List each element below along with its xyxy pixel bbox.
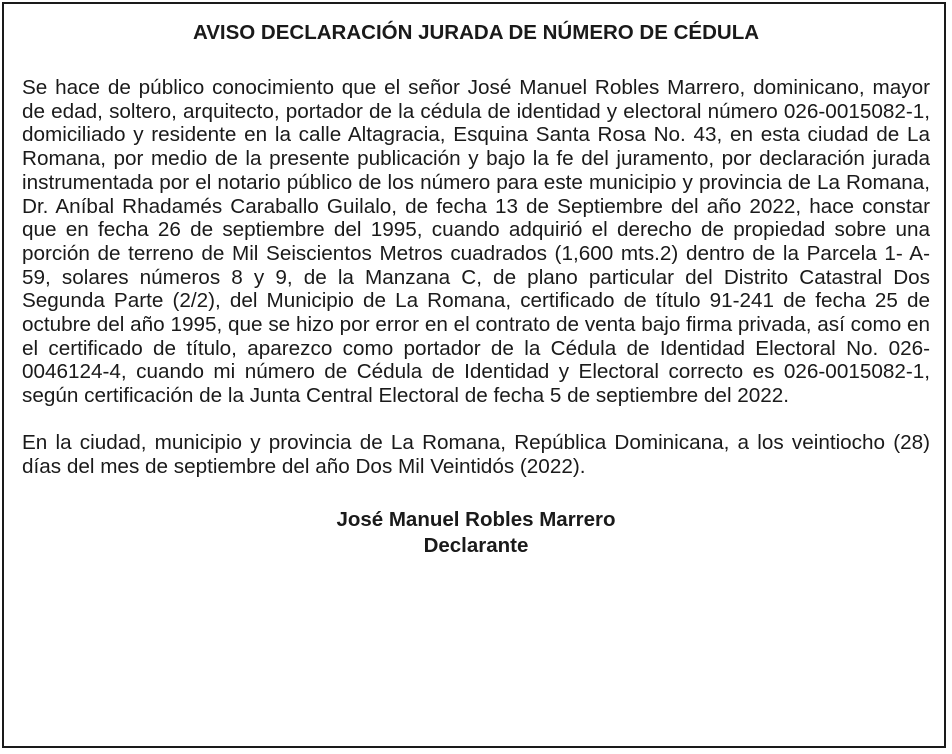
notice-body-paragraph: Se hace de público conocimiento que el señor José Manuel Robles Marrero, dominicano, mayor de edad, soltero, arquitecto, portador de la cédula de identidad y electoral número 026-0015082-1, domiciliado y residente en la calle Altagracia, Esquina Santa Rosa No. 43, en esta ciudad de La Romana, por medio de la presente publicación y bajo la fe del juramento, por declaración jurada instrumentada por el notario público de los número para este municipio y provincia de La Romana, Dr. Aníbal Rhadamés Caraballo Guilalo, de fecha 13 de Septiembre del año 2022, hace constar que en fecha 26 de septiembre del 1995, cuando adquirió el derecho de propiedad sobre una porción de terreno de Mil Seiscientos Metros cuadrados (1,600 mts.2) dentro de la Parcela 1- A-59, solares números 8 y 9, de la Manzana C, de plano particular del Distrito Catastral Dos Segunda Parte (2/2), del Municipio de La Romana, certificado de título 91-241 de fecha 25 de octubre del año 1995, que se hizo por error en el contrato de venta bajo firma privada, así como en el certificado de título, aparezco como portador de la Cédula de Identidad Electoral No. 026-0046124-4, cuando mi número de Cédula de Identidad y Electoral correcto es 026-0015082-1, según certificación de la Junta Central Electoral de fecha 5 de septiembre del 2022.: [22, 76, 930, 408]
notice-title: AVISO DECLARACIÓN JURADA DE NÚMERO DE CÉDULA: [192, 21, 760, 44]
notice-box: [2, 2, 946, 748]
notice-closing-paragraph: En la ciudad, municipio y provincia de La Romana, República Dominicana, a los veintiocho (28) días del mes de septiembre del año Dos Mil Veintidós (2022).: [22, 430, 930, 478]
signatory-role: Declarante: [423, 534, 529, 558]
signature-block: [22, 507, 930, 559]
signatory-name: José Manuel Robles Marrero: [336, 508, 616, 532]
